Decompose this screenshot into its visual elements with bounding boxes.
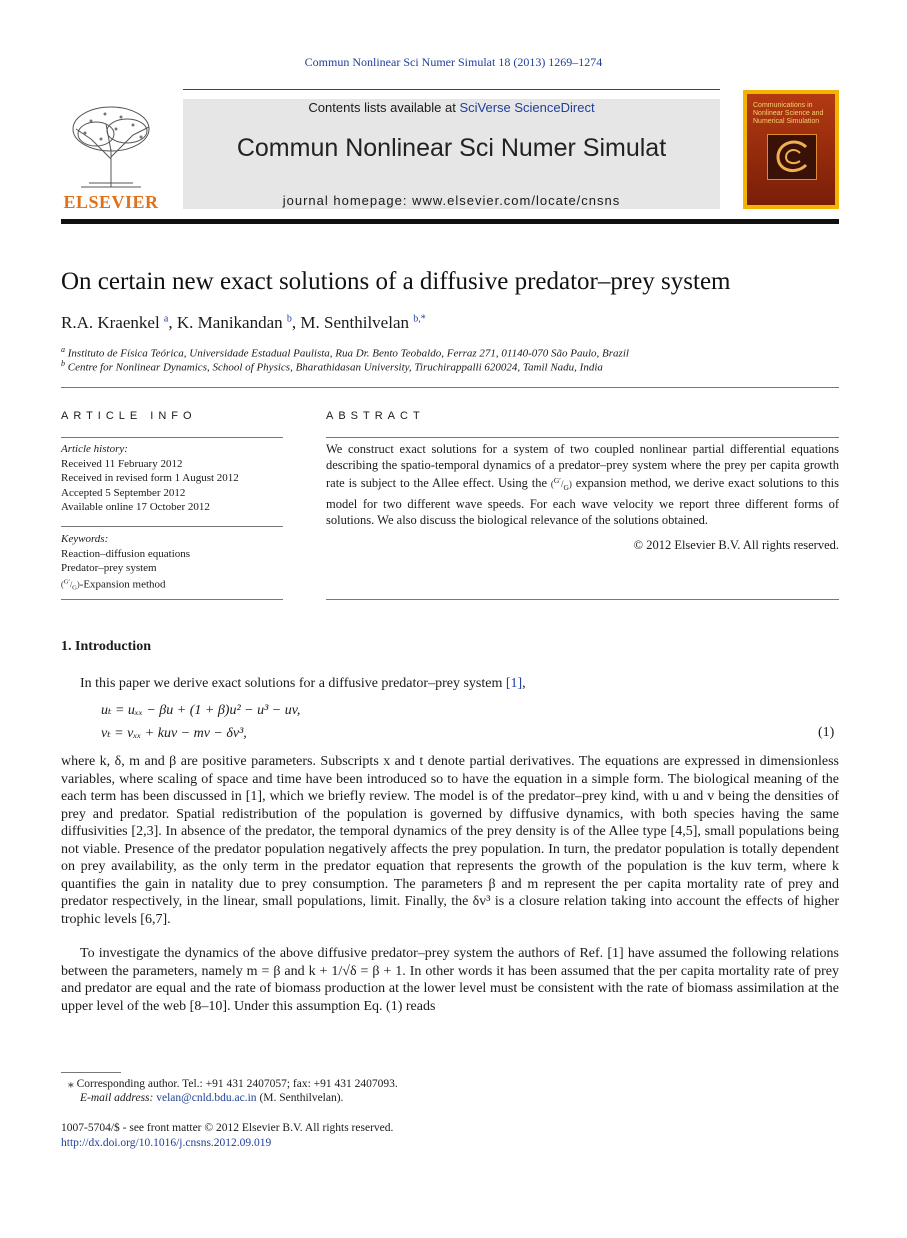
abstract-heading: ABSTRACT <box>326 410 425 422</box>
author-name: R.A. Kraenkel <box>61 313 160 332</box>
contents-line <box>183 100 720 115</box>
email-owner: (M. Senthilvelan). <box>256 1092 344 1104</box>
contents-prefix: Contents lists available at <box>308 100 460 115</box>
doi-link[interactable]: http://dx.doi.org/10.1016/j.cnsns.2012.09.019 <box>61 1137 272 1149</box>
history-item: Available online 17 October 2012 <box>61 501 210 513</box>
affiliation-key: a <box>61 345 65 354</box>
abstract-text-part: expansion method, we derive exact solutions to this model for two different wave speeds. For each wave velocity we report three different forms of solutions. We also discuss the biological relevance of the solutions obtained. <box>326 476 839 527</box>
article-history <box>61 442 283 515</box>
email-link[interactable]: velan@cnld.bdu.ac.in <box>156 1092 257 1104</box>
article-info-heading: ARTICLE INFO <box>61 410 197 422</box>
elsevier-wordmark: ELSEVIER <box>63 192 159 212</box>
footnote-rule <box>61 1072 121 1073</box>
cover-title: Communications in Nonlinear Science and Numerical Simulation <box>753 102 824 125</box>
history-item: Accepted 5 September 2012 <box>61 486 186 499</box>
author-affiliation-mark[interactable]: a <box>163 313 169 325</box>
equation-line-1: uₜ = uₓₓ − βu + (1 + β)u² − u³ − uv, <box>101 703 301 718</box>
keywords-label: Keywords: <box>61 533 109 545</box>
abstract-body <box>326 441 839 528</box>
homepage-label: journal homepage: <box>282 193 413 208</box>
paragraph-text: In this paper we derive exact solutions for a diffusive predator–prey system <box>80 676 506 691</box>
abstract-text-part: We construct exact solutions for a system of two coupled nonlinear partial differential equations describing the spatio-temporal dynamics of a predator–prey system where the prey per capita growth rate is subject to the Allee effect. Using the <box>326 442 839 490</box>
journal-cover <box>743 90 839 209</box>
history-label: Article history: <box>61 443 128 455</box>
issn-line: 1007-5704/$ - see front matter © 2012 Elsevier B.V. All rights reserved. <box>61 1122 394 1134</box>
divider <box>61 526 283 527</box>
email-label: E-mail address: <box>80 1092 157 1104</box>
intro-paragraph-3: To investigate the dynamics of the above diffusive predator–prey system the authors of Ref. [1] have assumed the following relations between the parameters, namely m = β and k + 1/√δ = β + 1. In other words it has been assumed that the per capita mortality rate of prey and predator are equal and the rate of biomass production at the lower level must be consistent with the rate of biomass assimilation at the upper level of the web [8–10]. Under this assumption Eq. (1) reads <box>61 946 839 1014</box>
author-list: R.A. Kraenkel $^a$, K. Manikandan $^b$, M. Senthilvelan $^{b,*}$ <box>61 313 426 332</box>
intro-paragraph-1: In this paper we derive exact solutions for a diffusive predator–prey system [1], <box>80 676 526 691</box>
affiliation-key: b <box>61 359 65 368</box>
keyword-item <box>61 576 283 597</box>
abstract-copyright: © 2012 Elsevier B.V. All rights reserved. <box>633 538 839 552</box>
divider <box>326 437 839 438</box>
email-note <box>80 1092 343 1104</box>
reference-link[interactable]: [1] <box>505 676 523 691</box>
g-prime-over-g-symbol: $(^{G'}/_G)$ <box>61 578 80 592</box>
keyword-item: Reaction–diffusion equations <box>61 547 191 560</box>
corresponding-author-note: ⁎ Corresponding author. Tel.: +91 431 2407057; fax: +91 431 2407093. <box>68 1078 398 1090</box>
sciencedirect-link[interactable]: SciVerse ScienceDirect <box>459 100 595 115</box>
keyword-text: -Expansion method <box>79 578 166 591</box>
cover-swirl-icon <box>768 135 816 179</box>
homepage-link[interactable]: www.elsevier.com/locate/cnsns <box>412 193 621 208</box>
equation-number: (1) <box>818 725 835 740</box>
keyword-item: Predator–prey system <box>61 562 157 574</box>
divider <box>61 599 283 600</box>
affiliation-text: Instituto de Física Teórica, Universidade Estadual Paulista, Rua Dr. Bento Teobaldo, Ferraz 271, 01140-070 São Paulo, Brazil <box>67 347 629 360</box>
header-top-rule <box>183 89 720 90</box>
author-affiliation-mark[interactable]: b,* <box>413 313 426 325</box>
affiliation-b <box>61 359 603 374</box>
intro-paragraph-2: where k, δ, m and β are positive parameters. Subscripts x and t denote partial derivatives. The equations are expressed in dimensionless variables, where scaling of space and time have been introduced so to have the equation in a simple form. The biological meaning of the each term has been discussed in [1], which we briefly review. The model is of the predator–prey kind, with u and v being the densities of prey and predator. Spatial redistribution of the population is governed by diffusive dynamics, with both species having the same diffusivities [2,3]. In absence of the predator, the temporal dynamics of the prey density is of the Allee type [4,5], small populations being not viable. Presence of the predator population negatively affects the prey population. In turn, the predator population is totally dependent on prey availability, as the only term in the predator equation that represents the growth of the population is the kuv term, where k quantifies the gain in natality due to prey consumption. The parameters β and m represent the per capita mortality rate of prey and predator respectively, in the linear, small populations, limit. Finally, the δv³ is a closure relation taking into account the effects of higher trophic levels [6,7]. <box>61 754 839 927</box>
divider <box>326 599 839 600</box>
affiliation-a <box>61 345 629 360</box>
section-heading: 1. Introduction <box>61 639 151 654</box>
cover-background <box>747 94 835 205</box>
journal-name: Commun Nonlinear Sci Numer Simulat <box>236 134 667 162</box>
cover-artwork <box>767 134 817 180</box>
author-name: K. Manikandan <box>176 313 283 332</box>
equation-line-2: vₜ = vₓₓ + kuv − mv − δv³, <box>101 726 247 741</box>
divider <box>61 387 839 388</box>
history-item: Received in revised form 1 August 2012 <box>61 472 239 484</box>
header-thick-rule <box>61 219 839 224</box>
affiliation-text: Centre for Nonlinear Dynamics, School of Physics, Bharathidasan University, Tiruchirappalli 620024, Tamil Nadu, India <box>67 361 603 374</box>
author-affiliation-mark[interactable]: b <box>286 313 292 325</box>
journal-citation[interactable]: Commun Nonlinear Sci Numer Simulat 18 (2013) 1269–1274 <box>304 55 603 69</box>
author-name: M. Senthilvelan <box>300 313 409 332</box>
article-title: On certain new exact solutions of a diffusive predator–prey system <box>61 268 731 295</box>
divider <box>61 437 283 438</box>
g-prime-over-g-symbol: $(^{G'}/_G)$ <box>550 476 572 492</box>
journal-homepage <box>183 193 720 208</box>
keywords <box>61 532 283 596</box>
history-item: Received 11 February 2012 <box>61 457 183 470</box>
